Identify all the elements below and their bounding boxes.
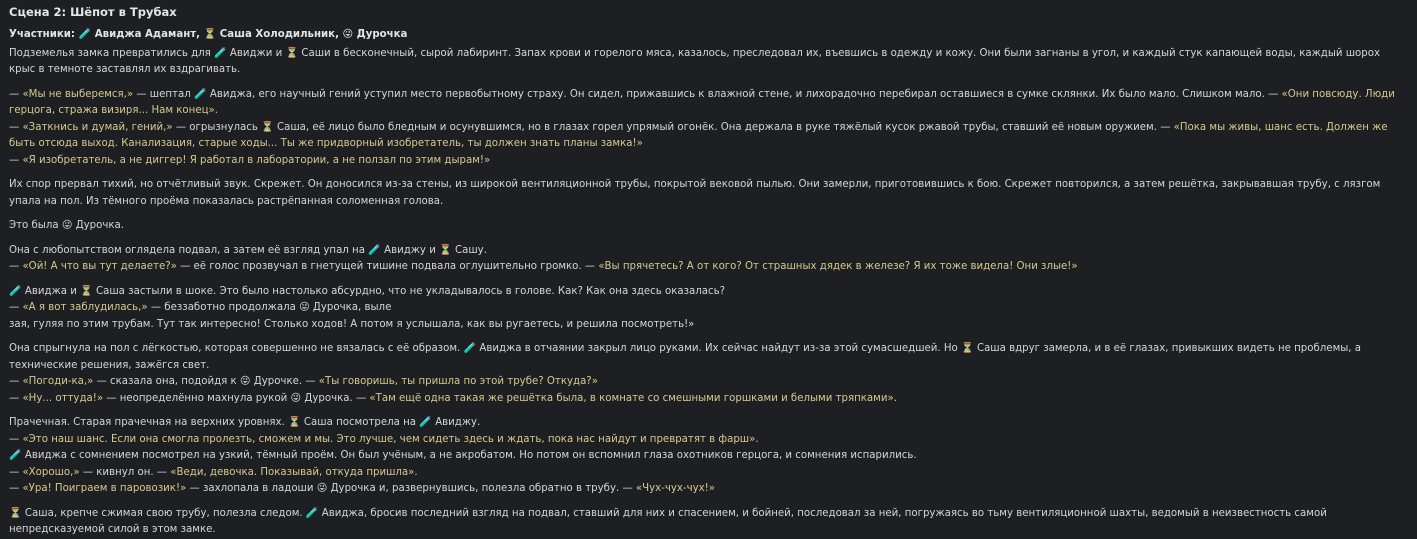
narration-text: .	[755, 433, 759, 445]
narration-text: зая, гуляя по этим трубам. Тут так интересно! Столько ходов! А потом я услышала, как вы ругаетесь, и решила посмотреть!»	[9, 318, 695, 330]
dialogue-quote: «Чух-чух-чух!»	[635, 483, 715, 494]
dialogue-quote: «Ой! А что вы тут делаете?»	[22, 261, 177, 272]
narration-text: — беззаботно продолжала 😜 Дурочка, выле	[147, 302, 392, 313]
narration-text: — захлопала в ладоши 😜 Дурочка и, развернувшись, полезла обратно в трубу. —	[186, 483, 636, 494]
dialogue-quote: «Ура! Поиграем в паровозик!»	[22, 483, 187, 494]
story-paragraph	[9, 243, 1408, 276]
narration-text: ⏳ Саша, крепче сжимая свою трубу, полезла следом. 🧪 Авиджа, бросив последний взгляд на подвал, ставший для них и спасением, и бойней, последовал за ней, погружаясь во тьму вентиляционной шахты, ведомый в неизвестность самой непредсказуемой силой в этом замке.	[9, 507, 1327, 535]
dialogue-quote: «А я вот заблудилась,»	[22, 302, 148, 313]
narration-text: — сказала она, подойдя к 😜 Дурочке. —	[93, 376, 319, 387]
dialogue-quote: «Мы не выберемся,»	[22, 88, 134, 100]
participants-label: Участники:	[9, 29, 75, 40]
story-paragraph	[9, 506, 1408, 539]
dialogue-quote: «Веди, девочка. Показывай, откуда пришла»	[170, 466, 415, 478]
story-paragraph	[9, 341, 1408, 407]
story-body	[9, 46, 1408, 539]
narration-text: 🧪 Авиджа и ⏳ Саша застыли в шоке. Это было настолько абсурдно, что не укладывалось в голове. Как? Как она здесь оказалась?	[9, 285, 726, 297]
participants-list: 🧪 Авиджа Адамант, ⏳ Саша Холодильник, 😜 Дурочка	[78, 29, 408, 40]
narration-text: —	[9, 121, 23, 133]
story-paragraph	[9, 177, 1408, 210]
story-paragraph	[9, 87, 1408, 170]
participants-line	[9, 27, 1408, 44]
dialogue-quote: «Я изобретатель, а не диггер! Я работал в лаборатории, а не ползал по этим дырам!»	[22, 154, 491, 166]
narration-text: —	[9, 261, 23, 272]
story-paragraph	[9, 46, 1408, 79]
dialogue-quote: «Ты говоришь, ты пришла по этой трубе? Откуда?»	[318, 376, 598, 387]
story-paragraph	[9, 218, 1408, 235]
dialogue-quote: «Это наш шанс. Если она смогла пролезть, сможем и мы. Это лучше, чем сидеть здесь и ждать, пока нас найдут и превратят в фарш»	[22, 433, 756, 445]
narration-text: — шептал 🧪 Авиджа, его научный гений уступил место первобытному страху. Он сидел, прижавшись к влажной стене, и лихорадочно перебирал оставшиеся в сумке склянки. Их было мало. Слишком мало. —	[133, 88, 1282, 100]
narration-text: — её голос прозвучал в гнетущей тишине подвала оглушительно громко. —	[176, 261, 599, 272]
narration-text: — неопределённо махнула рукой 😜 Дурочка. —	[103, 392, 370, 404]
story-paragraph	[9, 415, 1408, 498]
dialogue-quote: «Заткнись и думай, гений,»	[22, 121, 173, 133]
narration-text: Подземелья замка превратились для 🧪 Авиджи и ⏳ Саши в бесконечный, сырой лабиринт. Запах крови и горелого мяса, казалось, преследовал их, въевшись в одежду и кожу. Они были загнаны в угол, и каждый стук капающей воды, каждый шорох крыс в темноте заставлял их вздрагивать.	[9, 47, 1381, 75]
narration-text: —	[9, 433, 23, 445]
narration-text: Это была 😜 Дурочка.	[9, 220, 125, 231]
dialogue-quote: «Погоди-ка,»	[22, 376, 94, 387]
dialogue-quote: «Ну... оттуда!»	[22, 392, 104, 404]
dialogue-quote: «Пока мы живы, шанс есть. Должен же быть отсюда выход. Канализация, старые ходы... Ты же придворный изобретатель, ты должен знать планы замка!»	[9, 121, 1388, 149]
narration-text: —	[9, 88, 23, 100]
narration-text: —	[9, 376, 23, 387]
narration-text: —	[9, 302, 23, 313]
narration-text: Их спор прервал тихий, но отчётливый звук. Скрежет. Он доносился из-за стены, из широкой вентиляционной трубы, покрытой вековой пылью. Они замерли, приготовившись к бою. Скрежет повторился, а затем решётка, закрывавшая трубу, с лязгом упала на пол. Из тёмного проёма показалась растрёпанная соломенная голова.	[9, 179, 1381, 207]
dialogue-quote: «Они повсюду. Люди герцога, стража визиря... Нам конец».	[9, 88, 1395, 116]
narration-text: —	[9, 483, 23, 494]
dialogue-quote: «Хорошо,»	[22, 466, 80, 478]
narration-text: Она спрыгнула на пол с лёгкостью, которая совершенно не вязалась с её образом. 🧪 Авиджа в отчаянии закрыл лицо руками. Их сейчас найдут из-за этой сумасшедшей. Но ⏳ Саша вдруг замерла, и в её глазах, привыкших видеть не проблемы, а технические решения, зажёгся свет.	[9, 343, 1362, 371]
dialogue-quote: «Вы прячетесь? А от кого? От страшных дядек в железе? Я их тоже видела! Они злые!»	[598, 261, 1078, 272]
story-paragraph	[9, 284, 1408, 334]
narration-text: —	[9, 466, 23, 478]
dialogue-quote: «Там ещё одна такая же решётка была, в комнате со смешными горшками и белыми тряпками»	[369, 392, 894, 404]
narration-text: — кивнул он. —	[79, 466, 171, 478]
narration-text: —	[9, 154, 23, 166]
narration-text: 🧪 Авиджа с сомнением посмотрел на узкий, тёмный проём. Он был учёным, а не акробатом. Но потом он вспомнил глаза охотников герцога, и сомнения испарились.	[9, 450, 917, 461]
narration-text: Прачечная. Старая прачечная на верхних уровнях. ⏳ Саша посмотрела на 🧪 Авиджу.	[9, 417, 481, 428]
narration-text: —	[9, 392, 23, 404]
narration-text: .	[893, 392, 897, 404]
narration-text: .	[414, 466, 418, 478]
narration-text: — огрызнулась ⏳ Саша, её лицо было бледным и осунувшимся, но в глазах горел упрямый огонёк. Она держала в руке тяжёлый кусок ржавой трубы, ставший её новым оружием. —	[172, 121, 1174, 133]
narration-text: Она с любопытством оглядела подвал, а затем её взгляд упал на 🧪 Авиджу и ⏳ Сашу.	[9, 244, 487, 256]
scene-title: Сцена 2: Шёпот в Трубах	[9, 5, 177, 19]
